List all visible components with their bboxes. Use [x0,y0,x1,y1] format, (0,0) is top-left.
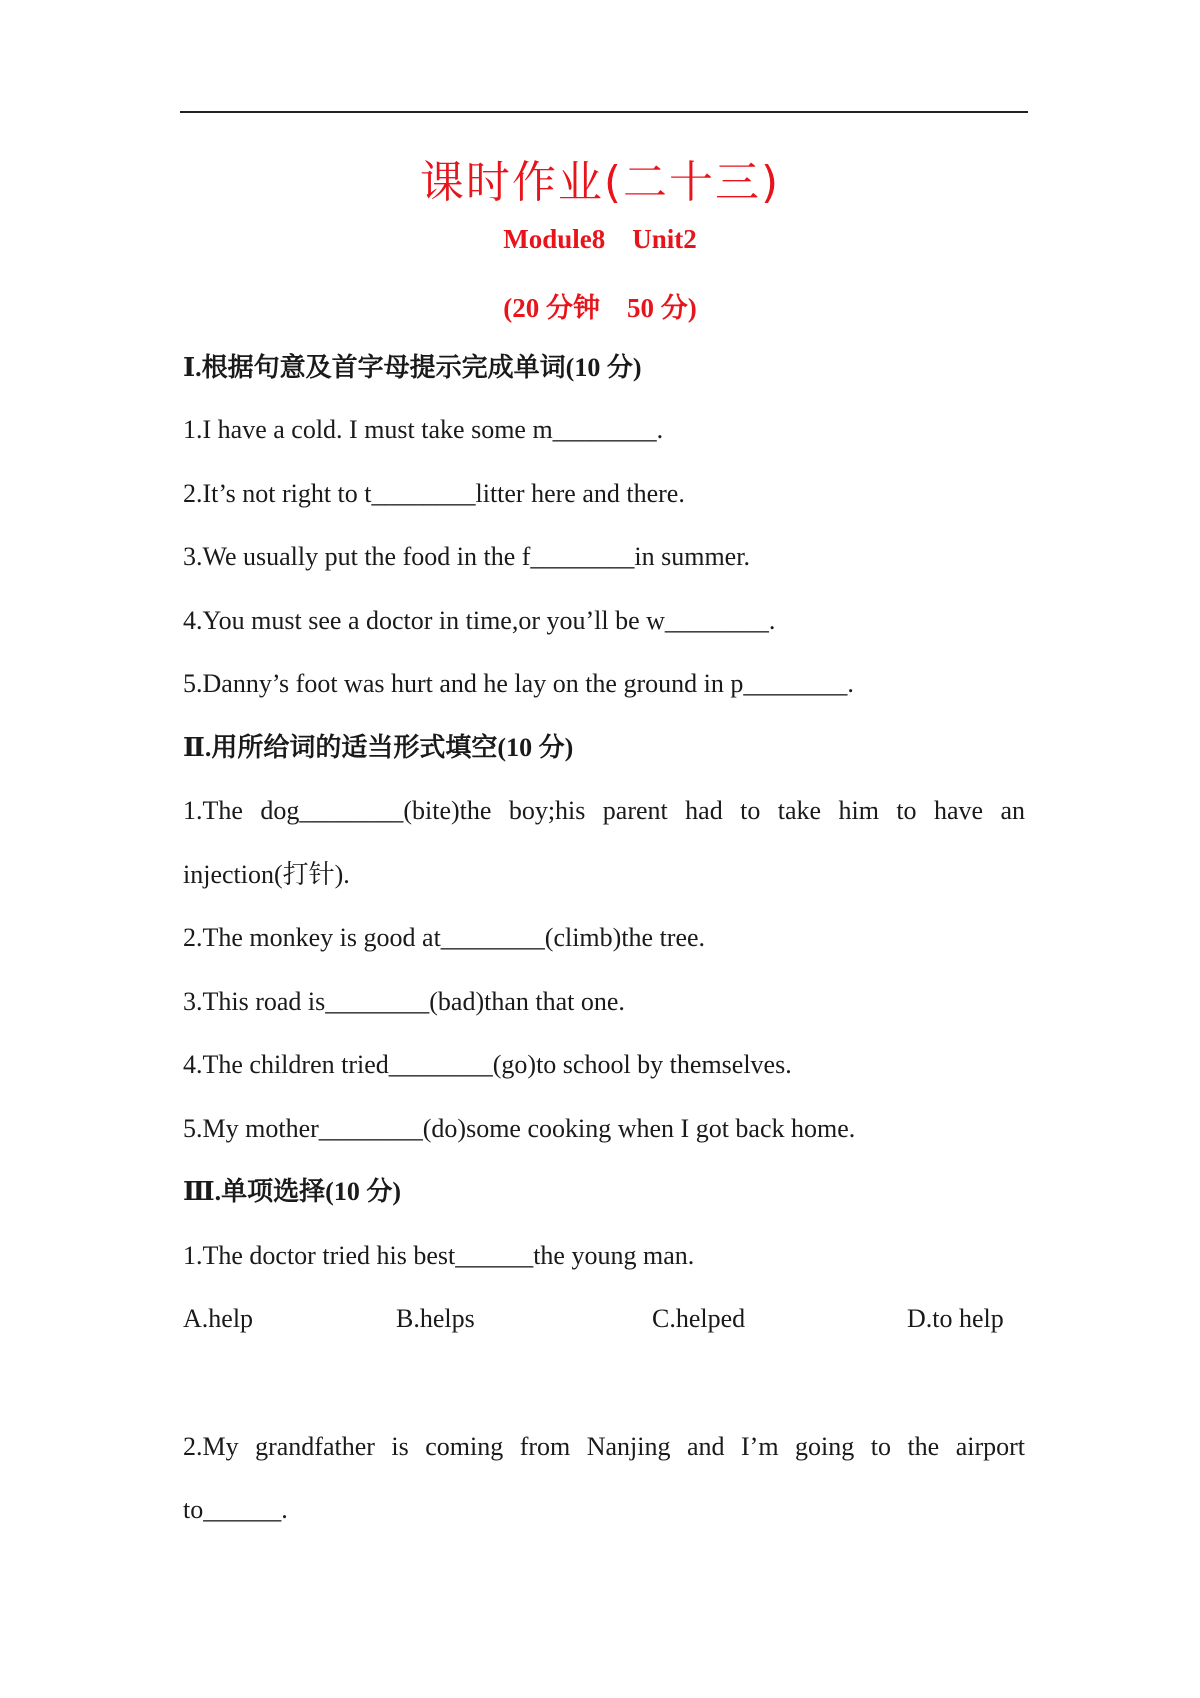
section-3-heading: Ⅲ.单项选择(10 分) [183,1177,401,1206]
section-1-item: 4.You must see a doctor in time,or you’ll be w________. [183,606,776,635]
section-1-item: 2.It’s not right to t________litter here and there. [183,479,685,508]
option-c: C.helped [652,1304,746,1333]
section-2-item: 2.The monkey is good at________(climb)the tree. [183,923,706,952]
section-2-item-continuation: injection(打针). [183,860,350,889]
option-b: B.helps [396,1304,475,1333]
section-2-item: 1.The dog________(bite)the boy;his parent had to take him to have an [183,796,1025,825]
time-score-subtitle: (20 分钟 50 分) [503,293,697,323]
question-1-text: 1.The doctor tried his best______the young man. [183,1241,695,1270]
section-2-item: 5.My mother________(do)some cooking when I got back home. [183,1114,856,1143]
module-subtitle: Module8 Unit2 [503,224,697,254]
question-2-text: 2.My grandfather is coming from Nanjing and I’m going to the airport [183,1432,1025,1461]
option-d: D.to help [907,1304,1004,1333]
header-rule [180,111,1028,113]
section-2-item: 4.The children tried________(go)to school by themselves. [183,1050,792,1079]
option-a: A.help [183,1304,254,1333]
section-1-heading: Ⅰ.根据句意及首字母提示完成单词(10 分) [183,353,642,382]
page-title: 课时作业(二十三) [419,157,781,208]
section-1-item: 1.I have a cold. I must take some m________. [183,415,664,444]
section-2-heading: Ⅱ.用所给词的适当形式填空(10 分) [183,733,574,762]
question-2-continuation: to______. [183,1495,288,1524]
section-2-item: 3.This road is________(bad)than that one. [183,987,625,1016]
section-1-item: 5.Danny’s foot was hurt and he lay on the ground in p________. [183,669,854,698]
section-1-item: 3.We usually put the food in the f________in summer. [183,542,750,571]
